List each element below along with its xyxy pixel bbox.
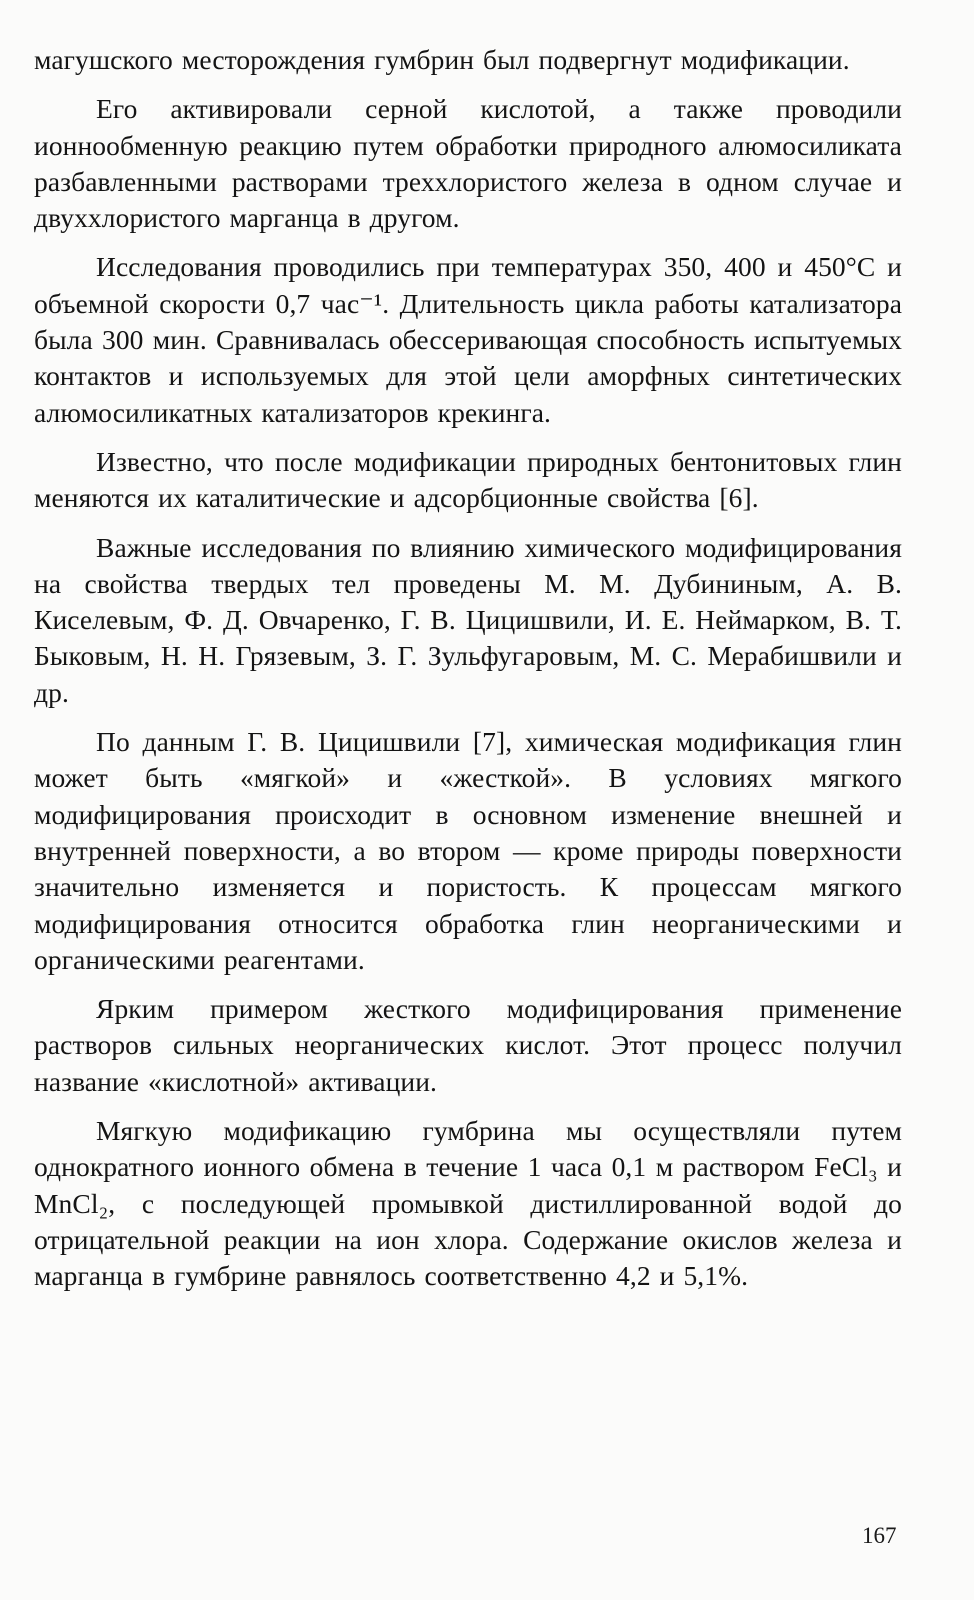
paragraph-4: Известно, что после модификации природных бентонитовых глин меняются их каталитические и адсорбционные свойства [6]. bbox=[34, 445, 902, 514]
paragraph-3: Исследования проводились при температурах 350, 400 и 450°С и объемной скорости 0,7 час⁻¹. Длительность цикла работы катализатора была 300 мин. Сравнивалась обессеривающая способность испытуемых контактов и используемых для этой цели аморфных синтетических алюмосиликатных катализаторов крекинга. bbox=[34, 251, 902, 428]
body-text bbox=[34, 42, 902, 1295]
paragraph-7: Ярким примером жесткого модифицирования применение растворов сильных неорганических кислот. Этот процесс получил название «кислотной» активации. bbox=[34, 993, 902, 1097]
page-number: 167 bbox=[862, 1523, 897, 1548]
paragraph-6: По данным Г. В. Цицишвили [7], химическая модификация глин может быть «мягкой» и «жесткой». В условиях мягкого модифицирования происходит в основном изменение внешней и внутренней поверхности, а во втором — кроме природы поверхности значительно изменяется и пористость. К процессам мягкого модифицирования относится обработка глин неорганическими и органическими реагентами. bbox=[34, 726, 902, 975]
paragraph-5: Важные исследования по влиянию химического модифицирования на свойства твердых тел проведены М. М. Дубининым, А. В. Киселевым, Ф. Д. Овчаренко, Г. В. Цицишвили, И. Е. Неймарком, В. Т. Быковым, Н. Н. Грязевым, З. Г. Зульфугаровым, М. С. Мерабишвили и др. bbox=[34, 531, 902, 708]
paragraph-1: магушского месторождения гумбрин был подвергнут модификации. bbox=[34, 44, 850, 75]
paragraph-2: Его активировали серной кислотой, а также проводили ионнообменную реакцию путем обработки природного алюмосиликата разбавленными растворами трехxлористого железа в одном случае и двухxлористого марганца в другом. bbox=[34, 93, 902, 234]
paragraph-8: Мягкую модификацию гумбрина мы осуществляли путем однократного ионного обмена в течение 1 часа 0,1 м раствором FeCl₃ и MnCl₂, с последующей промывкой дистиллированной водой до отрицательной реакции на ион хлора. Содержание окислов железа и марганца в гумбрине равнялось соответственно 4,2 и 5,1%. bbox=[34, 1115, 902, 1292]
